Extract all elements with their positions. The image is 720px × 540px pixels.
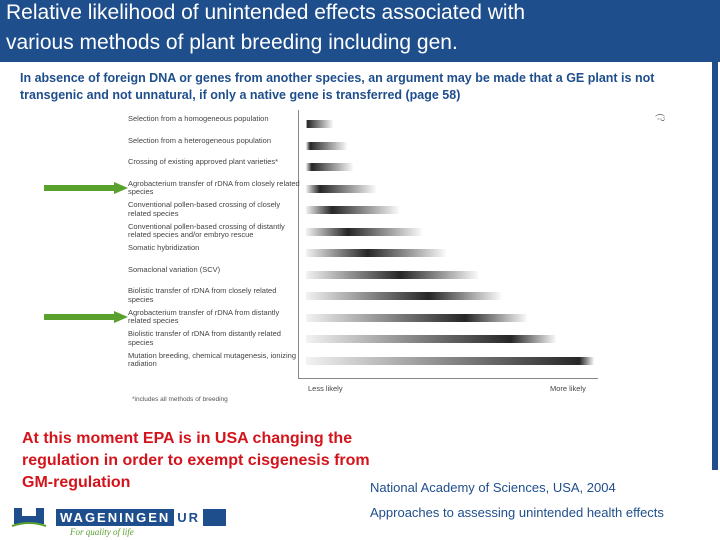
figure-row-bar: [306, 163, 353, 171]
figure-row-bar: [306, 120, 333, 128]
figure-footnote: *includes all methods of breeding: [132, 396, 228, 403]
figure-row-label: Mutation breeding, chemical mutagenesis, ionizing radiation: [128, 350, 297, 368]
citation-report-title: Approaches to assessing unintended health effects: [370, 505, 664, 520]
figure-row-label: Biolistic transfer of rDNA from closely related species: [128, 286, 277, 304]
figure-row-label: Conventional pollen-based crossing of distantly related species and/or embryo rescue: [128, 221, 285, 239]
figure-row-bar: [306, 335, 556, 343]
figure-row-bar: [306, 314, 527, 322]
highlight-line-2: regulation in order to exempt cisgenesis from: [22, 452, 370, 469]
highlight-line-1: At this moment EPA is in USA changing the: [22, 430, 353, 447]
green-arrow-icon: [44, 311, 128, 323]
figure-row-label: Agrobacterium transfer of rDNA from distantly related species: [128, 307, 280, 325]
figure-row-label: Somatic hybridization: [128, 243, 200, 252]
figure-row-label: Biolistic transfer of rDNA from distantly related species: [128, 329, 281, 347]
title-band: [0, 0, 720, 62]
logo-emblem-icon: [10, 502, 48, 528]
slide-title-line-2: various methods of plant breeding including gen.: [6, 31, 458, 54]
axis-high-label: More likely: [550, 384, 586, 393]
slide-subtitle: In absence of foreign DNA or genes from another species, an argument may be made that a GE plant is not transgenic and not unnatural, if only a native gene is transferred (page 58): [20, 71, 655, 102]
figure-row-label: Selection from a homogeneous population: [128, 114, 269, 123]
highlight-line-3: GM-regulation: [22, 474, 131, 491]
slide-title-line-1: Relative likelihood of unintended effects associated with: [6, 1, 526, 24]
figure-row-bar: [306, 142, 347, 150]
figure-row-bar: [306, 292, 501, 300]
citation-source: National Academy of Sciences, USA, 2004: [370, 480, 616, 495]
logo-suffix-text: UR: [174, 509, 203, 526]
figure-row-label: Somaclonal variation (SCV): [128, 264, 221, 274]
logo-wordmark: [56, 509, 226, 526]
green-arrow-icon: [44, 182, 128, 194]
figure-corner-mark: (?: [654, 113, 666, 122]
figure-row-bar: [306, 185, 376, 193]
figure-row-label: Conventional pollen-based crossing of closely related species: [128, 200, 281, 218]
axis-low-label: Less likely: [308, 384, 343, 393]
figure-row-bar: [306, 249, 446, 257]
figure-row-bar: [306, 228, 422, 236]
right-accent-rule: [712, 62, 718, 470]
figure-row-label: Agrobacterium transfer of rDNA from closely related species: [128, 178, 300, 196]
figure-row-bar: [306, 357, 594, 365]
figure-row-label: Selection from a heterogeneous population: [128, 135, 272, 145]
figure-x-axis: [298, 378, 598, 379]
logo-word-text: WAGENINGEN: [60, 510, 171, 525]
wageningen-logo: [10, 498, 230, 538]
figure-row-bar: [306, 271, 478, 279]
figure-row-label: Crossing of existing approved plant varieties*: [128, 157, 279, 166]
logo-tagline: For quality of life: [70, 527, 134, 537]
likelihood-figure: [118, 110, 678, 410]
figure-row-bar: [306, 206, 399, 214]
